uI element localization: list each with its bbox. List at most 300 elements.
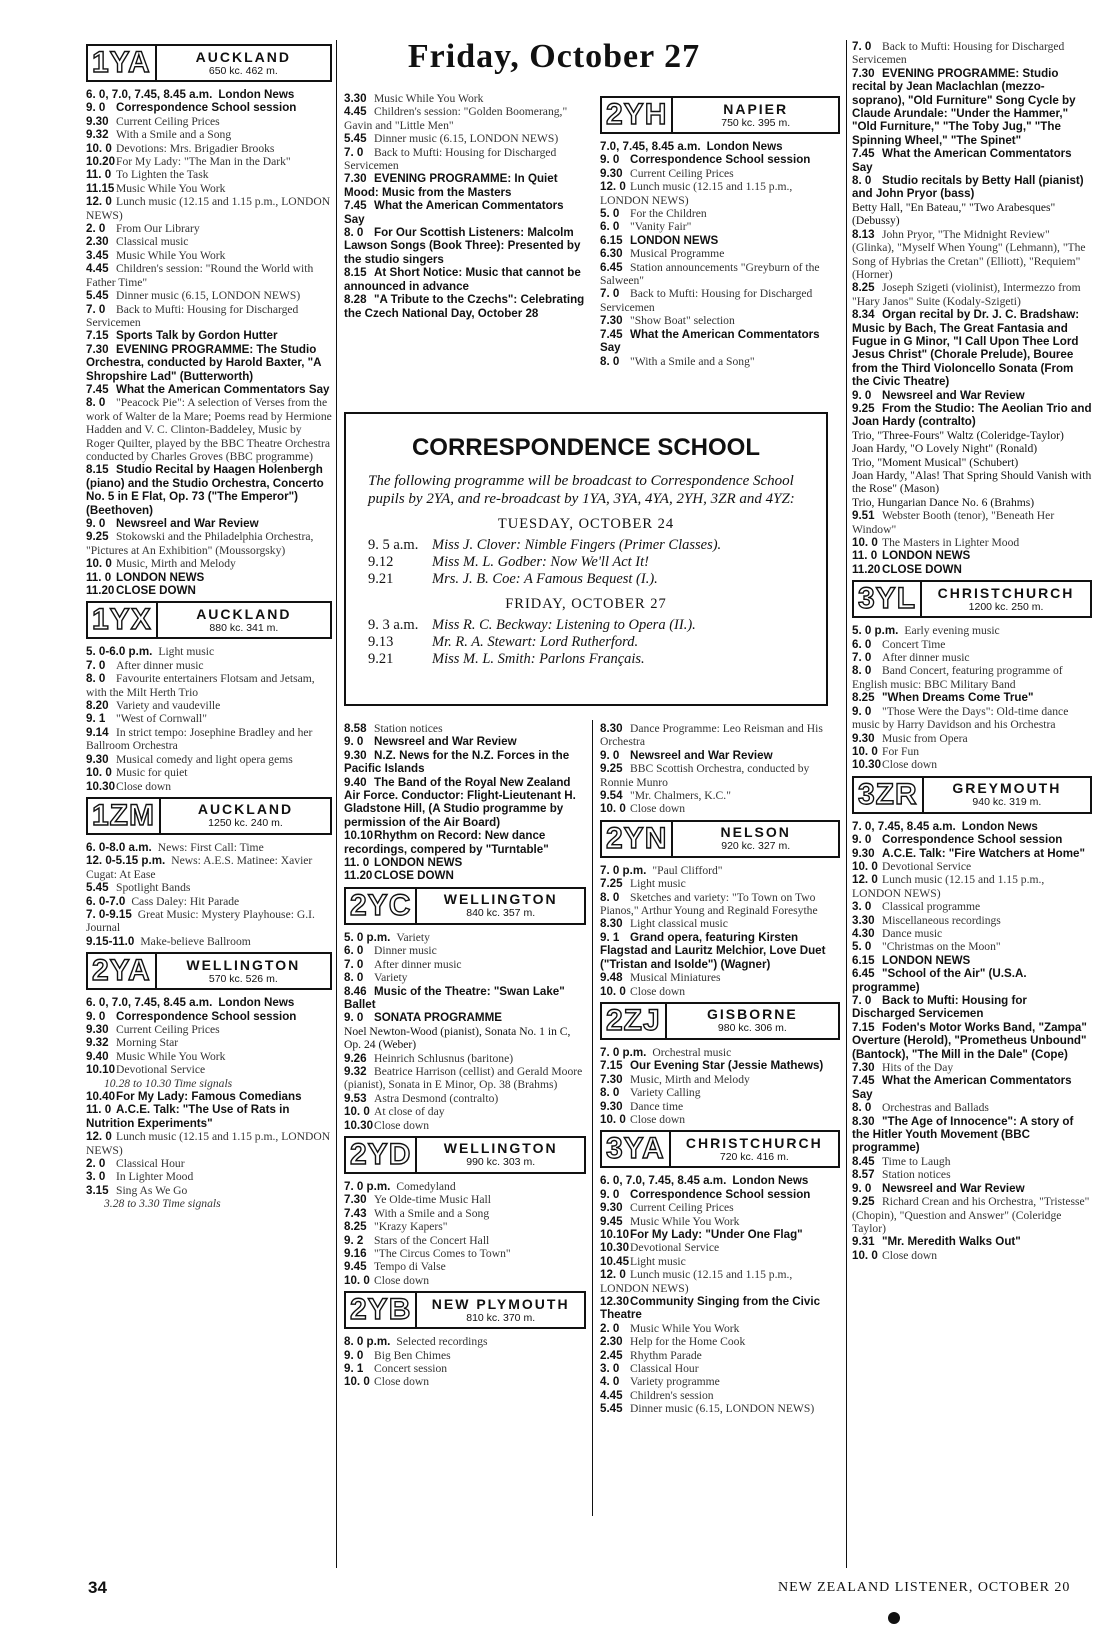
program-title: Correspondence School session (630, 153, 811, 167)
program-entry (852, 563, 1092, 576)
program-entry (600, 261, 840, 288)
program-entry (86, 115, 332, 128)
program-time: 9. 0 (852, 388, 872, 402)
program-entry (600, 1228, 840, 1241)
program-time: 8. 0 (852, 1101, 872, 1115)
program-time: 11.20 (852, 562, 881, 576)
program-time: 2.45 (600, 1348, 623, 1362)
program-time: 10.30 (344, 1118, 374, 1132)
column-rule (846, 40, 847, 1568)
program-time: 9.45 (344, 1260, 367, 1274)
program-time: 10. 0 (344, 1105, 370, 1119)
program-title: Music of the Theatre: "Swan Lake" Ballet (344, 984, 565, 1011)
program-title: Dance Programme: Leo Reisman and His Orchestra (600, 722, 823, 749)
program-title: "School of the Air" (U.S.A. programme) (852, 967, 1027, 994)
program-title: Devotional Service (630, 1241, 720, 1255)
program-time: 8.30 (852, 1114, 875, 1128)
station-header (852, 580, 1092, 618)
program-time: 9. 0 (600, 153, 620, 167)
program-time: 9.30 (600, 166, 623, 180)
program-time: 7.30 (852, 1061, 875, 1075)
correspondence-item (368, 634, 826, 651)
program-time: 12. 0 (86, 1130, 112, 1144)
program-title: Concert Time (882, 637, 946, 651)
program-time: 9. 0 (344, 1011, 364, 1025)
program-time: 6.15 (852, 953, 875, 967)
program-entry (86, 557, 332, 570)
program-title: Close down (882, 758, 938, 772)
program-entry (86, 517, 332, 530)
program-entry (600, 207, 840, 220)
program-title: Hits of the Day (882, 1061, 954, 1075)
program-title: Current Ceiling Prices (630, 1201, 734, 1215)
station-frequency: 570 kc. 526 m. (208, 972, 278, 985)
program-entry (600, 153, 840, 166)
program-entry (86, 854, 332, 881)
station-header (344, 887, 586, 925)
column-3 (600, 92, 840, 368)
ink-dot (888, 1612, 900, 1624)
program-time: 10.30 (86, 779, 116, 793)
program-title: Dance music (882, 926, 943, 940)
program-title: Spotlight Bands (116, 881, 191, 895)
program-title: For Fun (882, 744, 920, 758)
station-callsign: 1YX (88, 603, 158, 637)
program-time: 9.40 (344, 775, 367, 789)
station-city: NAPIER (723, 100, 789, 117)
station-city: AUCKLAND (197, 801, 294, 818)
program-entry (600, 877, 840, 890)
program-title: EVENING PROGRAMME: In Quiet Mood: Music from the Masters (344, 172, 558, 199)
program-entry (86, 195, 332, 222)
program-entry (852, 509, 1092, 536)
program-time: 6. 0, 7.0, 7.45, 8.45 a.m. (86, 88, 213, 101)
program-entry (600, 1389, 840, 1402)
program-time: 8.34 (852, 308, 875, 322)
program-title: Morning Star (116, 1036, 179, 1050)
program-entry (600, 1295, 840, 1322)
program-entry (852, 758, 1092, 771)
program-title: LONDON NEWS (630, 233, 719, 247)
station-header (86, 44, 332, 82)
program-entry (344, 1011, 586, 1024)
correspondence-time: 9.12 (368, 554, 394, 570)
program-title: What the American Commentators Say (852, 147, 1072, 174)
program-time: 8.28 (344, 293, 367, 307)
program-time: 9.45 (600, 1214, 623, 1228)
program-title: London News (218, 996, 295, 1010)
program-time: 9.25 (852, 401, 875, 415)
station-info (157, 958, 330, 985)
program-entry (852, 914, 1092, 927)
program-entry (600, 1188, 840, 1201)
program-time: 8.15 (344, 266, 367, 280)
correspondence-item (368, 537, 826, 554)
program-time: 7.25 (600, 877, 623, 891)
correspondence-time: 9. 5 a.m. (368, 537, 419, 553)
program-time: 12.30 (600, 1295, 630, 1308)
program-entry (344, 1092, 586, 1105)
program-entry (344, 829, 586, 856)
program-entry (600, 1046, 840, 1059)
program-entry (344, 1335, 586, 1348)
program-time: 8.58 (344, 722, 367, 735)
program-title: London News (218, 88, 295, 101)
program-time: 9. 0 (86, 101, 106, 115)
program-entry (344, 985, 586, 1012)
program-title: Orchestral music (652, 1045, 732, 1059)
time-signal-note: 3.28 to 3.30 Time signals (104, 1197, 221, 1211)
program-time: 4.45 (86, 262, 109, 276)
program-title: Lunch music (12.15 and 1.15 p.m., LONDON NEWS) (600, 1268, 793, 1295)
program-entry (344, 132, 586, 145)
program-entry (344, 1260, 586, 1273)
program-entry (86, 1170, 332, 1183)
program-title: Variety Calling (630, 1086, 701, 1100)
program-entry (600, 1100, 840, 1113)
program-title: Music While You Work (116, 248, 226, 262)
program-entry (852, 389, 1092, 402)
program-title: Studio recitals by Betty Hall (pianist) and John Pryor (bass) (852, 174, 1084, 201)
program-title: Close down (374, 1118, 430, 1132)
program-time: 2.30 (600, 1335, 623, 1349)
program-title: "Show Boat" selection (630, 314, 735, 328)
program-time: 10. 0 (852, 536, 878, 550)
program-time: 12. 0 (600, 180, 626, 194)
program-entry (852, 402, 1092, 429)
program-time: 7. 0 (344, 145, 364, 159)
column-3-lower (600, 722, 840, 1416)
program-title: "Paul Clifford" (652, 863, 723, 877)
correspondence-time: 9. 3 a.m. (368, 617, 419, 633)
program-title: Newsreel and War Review (882, 1181, 1025, 1195)
program-time: 8. 0 (600, 1086, 620, 1100)
column-2 (344, 92, 586, 320)
station-callsign: 3ZR (854, 778, 924, 812)
program-entry (600, 1349, 840, 1362)
program-title: Orchestras and Ballads (882, 1101, 989, 1115)
station-callsign: 2YN (602, 822, 673, 856)
column-4 (852, 40, 1092, 1262)
program-title: Comedyland (396, 1179, 456, 1193)
program-time: 6.15 (600, 233, 623, 247)
program-title: Close down (374, 1273, 430, 1287)
program-entry (86, 584, 332, 597)
program-time: 8.25 (852, 281, 875, 295)
program-entry (86, 1036, 332, 1049)
program-title: Dinner music (6.15, LONDON NEWS) (374, 132, 559, 146)
program-time: 9.26 (344, 1051, 367, 1065)
station-callsign: 2YC (346, 889, 417, 923)
program-title: London News (706, 140, 783, 153)
station-city: NELSON (720, 824, 791, 841)
station-frequency: 1200 kc. 250 m. (968, 600, 1044, 613)
program-title: LONDON NEWS (882, 953, 971, 967)
program-subitem: Trio, "Moment Musical" (Schubert) (852, 455, 1019, 469)
program-title: Light music (158, 645, 215, 659)
program-time: 8.20 (86, 699, 109, 713)
program-title: Back to Mufti: Housing for Discharged Servicemen (852, 40, 1065, 67)
program-title: For Our Scottish Listeners: Malcolm Lawson Songs (Book Three): Presented by the studio singers (344, 226, 581, 266)
program-entry (86, 303, 332, 330)
program-entry (86, 262, 332, 289)
program-time: 9.30 (86, 114, 109, 128)
program-entry (344, 1234, 586, 1247)
program-entry (344, 1119, 586, 1132)
program-entry (600, 234, 840, 247)
station-info (417, 892, 584, 919)
program-title: BBC Scottish Orchestra, conducted by Ronnie Munro (600, 762, 810, 789)
program-entry (600, 1073, 840, 1086)
program-entry (852, 664, 1092, 691)
program-title: Classical programme (882, 900, 981, 914)
program-title: Make-believe Ballroom (140, 934, 251, 948)
program-time: 9.31 (852, 1235, 875, 1249)
program-time: 6.45 (600, 260, 623, 274)
program-entry (852, 1074, 1092, 1101)
program-time: 8. 0 (852, 664, 872, 678)
program-time: 9. 0 (852, 704, 872, 718)
program-title: EVENING PROGRAMME: The Studio Orchestra, conducted by Harold Baxter, "A Shropshire Lad" (Butterworth) (86, 342, 322, 383)
program-time: 7. 0 (600, 287, 620, 301)
program-entry (852, 228, 1092, 282)
program-entry (344, 971, 586, 984)
station-info (673, 825, 838, 852)
program-title: Current Ceiling Prices (116, 1022, 220, 1036)
station-callsign: 3YL (854, 582, 922, 616)
program-title: "Mr. Meredith Walks Out" (882, 1235, 1021, 1249)
station-callsign: 2YH (602, 98, 673, 132)
program-time: 11.20 (86, 584, 115, 598)
program-title: News: A.E.S. Matinee: Xavier Cugat: At Ease (86, 854, 313, 881)
program-title: For My Lady: "The Man in the Dark" (116, 155, 291, 169)
program-time: 9.48 (600, 971, 623, 985)
program-title: Classical music (116, 235, 189, 249)
correspondence-intro: The following programme will be broadcast to Correspondence School pupils by 2YA, and re-broadcast by 1YA, 3YA, 4YA, 2YH, 3ZR and 4YZ: (368, 473, 795, 507)
program-title: Children's session (630, 1388, 714, 1402)
program-title: Station notices (374, 722, 443, 735)
program-title: With a Smile and a Song (374, 1206, 490, 1220)
station-frequency: 720 kc. 416 m. (719, 1150, 789, 1163)
program-entry (344, 1362, 586, 1375)
program-time: 8. 0 (86, 672, 106, 686)
program-title: Musical comedy and light opera gems (116, 752, 293, 766)
program-title: Heinrich Schlusnus (baritone) (374, 1051, 514, 1065)
program-title: Music While You Work (116, 181, 226, 195)
column-rule (592, 720, 593, 1516)
station-frequency: 810 kc. 370 m. (466, 1311, 536, 1324)
program-entry (86, 1130, 332, 1157)
program-time: 11.20 (344, 869, 373, 883)
program-entry (86, 182, 332, 195)
program-title: Correspondence School session (630, 1187, 811, 1201)
program-entry (344, 105, 586, 132)
program-entry (86, 1023, 332, 1036)
program-entry (852, 994, 1092, 1021)
program-entry (344, 1065, 586, 1092)
program-time: 9. 1 (344, 1362, 364, 1376)
program-time: 9.30 (86, 752, 109, 766)
correspondence-school-box (344, 412, 828, 706)
page-number: 34 (88, 1578, 107, 1597)
program-time: 5. 0 (600, 207, 620, 221)
program-entry (344, 1349, 586, 1362)
program-entry (852, 1115, 1092, 1155)
program-entry (86, 235, 332, 248)
program-time: 7. 0 (344, 957, 364, 971)
program-title: Favourite entertainers Flotsam and Jetsam, with the Milt Herth Trio (86, 672, 315, 699)
program-time: 9. 0 (600, 1187, 620, 1201)
program-time: 7.45 (600, 327, 623, 341)
program-entry (852, 745, 1092, 758)
station-2yn (600, 820, 840, 998)
program-entry (852, 940, 1092, 953)
program-time: 10. 0 (344, 1375, 370, 1389)
correspondence-item (368, 571, 826, 588)
program-entry (600, 1402, 840, 1415)
correspondence-time: 9.21 (368, 571, 394, 587)
station-city: NEW PLYMOUTH (431, 1295, 570, 1312)
program-title: The Band of the Royal New Zealand Air Force. Conductor: Flight-Lieutenant H. Gladstone Hill, (A Studio programme by permission of the Air Board) (344, 775, 576, 829)
program-title: Close down (882, 1248, 938, 1262)
program-time: 2. 0 (86, 222, 106, 236)
program-time: 7. 0 (852, 40, 872, 53)
program-time: 7. 0, 7.45, 8.45 a.m. (852, 819, 956, 833)
program-time: 7. 0 (86, 658, 106, 672)
program-entry (344, 1052, 586, 1065)
program-entry (86, 128, 332, 141)
correspondence-lesson: Mr. R. A. Stewart: Lord Rutherford. (432, 634, 639, 650)
program-entry (852, 691, 1092, 704)
correspondence-item (368, 554, 826, 571)
correspondence-lesson: Miss R. C. Beckway: Listening to Opera (II.). (432, 617, 696, 633)
program-entry (86, 289, 332, 302)
program-time: 8. 0 (344, 971, 364, 985)
program-title: "With a Smile and a Song" (630, 354, 755, 368)
program-time: 9.15-11.0 (86, 934, 135, 948)
program-time: 9.30 (600, 1201, 623, 1215)
program-title: "A Tribute to the Czechs": Celebrating the Czech National Day, October 28 (344, 293, 585, 320)
correspondence-day: TUESDAY, OCTOBER 24 (497, 516, 675, 532)
program-entry (344, 944, 586, 957)
program-entry (852, 873, 1092, 900)
program-entry (600, 931, 840, 971)
program-title: "Those Were the Days": Old-time dance music by Harry Davidson and his Orchestra (852, 704, 1069, 732)
program-time: 10. 0 (86, 766, 112, 780)
program-time: 7. 0 p.m. (344, 1179, 391, 1193)
program-title: Sports Talk by Gordon Hutter (116, 329, 278, 343)
program-time: 10. 0 (86, 557, 112, 571)
program-title: A.C.E. Talk: "The Use of Rats in Nutrition Experiments" (86, 1103, 290, 1130)
program-time: 3. 0 (600, 1362, 620, 1376)
station-city: WELLINGTON (186, 956, 301, 973)
program-entry (852, 549, 1092, 562)
program-entry (86, 1063, 332, 1076)
program-time: 7.0, 7.45, 8.45 a.m. (600, 140, 701, 153)
program-entry (600, 1215, 840, 1228)
program-title: Light classical music (630, 917, 728, 931)
program-title: Music, Mirth and Melody (630, 1072, 750, 1086)
program-time: 8.30 (600, 917, 623, 931)
program-entry (344, 869, 586, 882)
program-title: Back to Mufti: Housing for Discharged Servicemen (600, 287, 813, 314)
program-title: Close down (630, 984, 686, 998)
program-title: Station notices (882, 1168, 951, 1182)
program-entry (86, 841, 332, 854)
program-title: In strict tempo: Josephine Bradley and her Ballroom Orchestra (86, 725, 313, 753)
station-frequency: 990 kc. 303 m. (466, 1156, 536, 1169)
program-entry (344, 958, 586, 971)
program-time: 9. 2 (344, 1233, 364, 1247)
program-title: Dance time (630, 1099, 684, 1113)
program-time: 11. 0 (86, 1103, 112, 1117)
program-title: Correspondence School session (116, 101, 297, 115)
program-time: 9. 0 (344, 735, 364, 749)
program-time: 8. 0 (852, 174, 872, 188)
program-entry (344, 722, 586, 735)
station-1yx (86, 601, 332, 792)
program-title: LONDON NEWS (374, 856, 463, 870)
station-info (673, 102, 838, 129)
program-time: 3. 0 (852, 900, 872, 914)
station-city: CHRISTCHURCH (685, 1134, 823, 1151)
program-time: 8. 0 (344, 226, 364, 240)
program-time: 8. 0 (86, 396, 106, 410)
program-title: Music While You Work (374, 92, 484, 105)
program-entry (86, 530, 332, 557)
program-title: "Krazy Kapers" (374, 1220, 448, 1234)
program-time: 8.30 (600, 722, 623, 735)
station-3zr (852, 776, 1092, 1262)
program-time: 7.45 (344, 199, 367, 213)
program-time: 7.30 (344, 1193, 367, 1207)
program-entry (852, 900, 1092, 913)
program-time: 3.15 (86, 1183, 109, 1197)
station-header (344, 1136, 586, 1174)
program-entry (600, 314, 840, 327)
program-subitem: Betty Hall, "En Bateau," "Two Arabesques" (Debussy) (852, 200, 1056, 228)
program-title: Back to Mufti: Housing for Discharged Servicemen (344, 145, 557, 173)
program-time: 4. 0 (600, 1375, 620, 1389)
station-info (158, 607, 330, 634)
program-title: With a Smile and a Song (116, 128, 232, 142)
program-title: Beatrice Harrison (cellist) and Gerald Moore (pianist), Sonata in E Minor, Op. 38 (Brahms) (344, 1064, 583, 1092)
program-time: 6. 0 (852, 637, 872, 651)
program-title: Lunch music (12.15 and 1.15 p.m., LONDON NEWS) (86, 1130, 331, 1157)
program-title: Music for quiet (116, 766, 188, 780)
program-entry (852, 954, 1092, 967)
station-2ya-continued (344, 92, 586, 320)
program-entry (86, 1184, 332, 1197)
program-title: What the American Commentators Say (116, 382, 330, 396)
program-entry (852, 1182, 1092, 1195)
program-title: Children's session: "Round the World with Father Time" (86, 262, 314, 289)
program-time: 8. 0 (600, 890, 620, 904)
program-entry (852, 536, 1092, 549)
program-entry (600, 1059, 840, 1072)
program-title: LONDON NEWS (116, 570, 205, 584)
program-title: From the Studio: The Aeolian Trio and Joan Hardy (contralto) (852, 401, 1092, 429)
program-entry (86, 766, 332, 779)
program-title: Community Singing from the Civic Theatre (600, 1295, 821, 1322)
program-time: 7.30 (600, 314, 623, 328)
program-entry (86, 996, 332, 1009)
program-entry (86, 659, 332, 672)
station-info (417, 1297, 584, 1324)
program-title: Lunch music (12.15 and 1.15 p.m., LONDON NEWS) (86, 195, 331, 222)
program-time: 8.57 (852, 1168, 875, 1182)
program-time: 10.30 (600, 1241, 630, 1255)
